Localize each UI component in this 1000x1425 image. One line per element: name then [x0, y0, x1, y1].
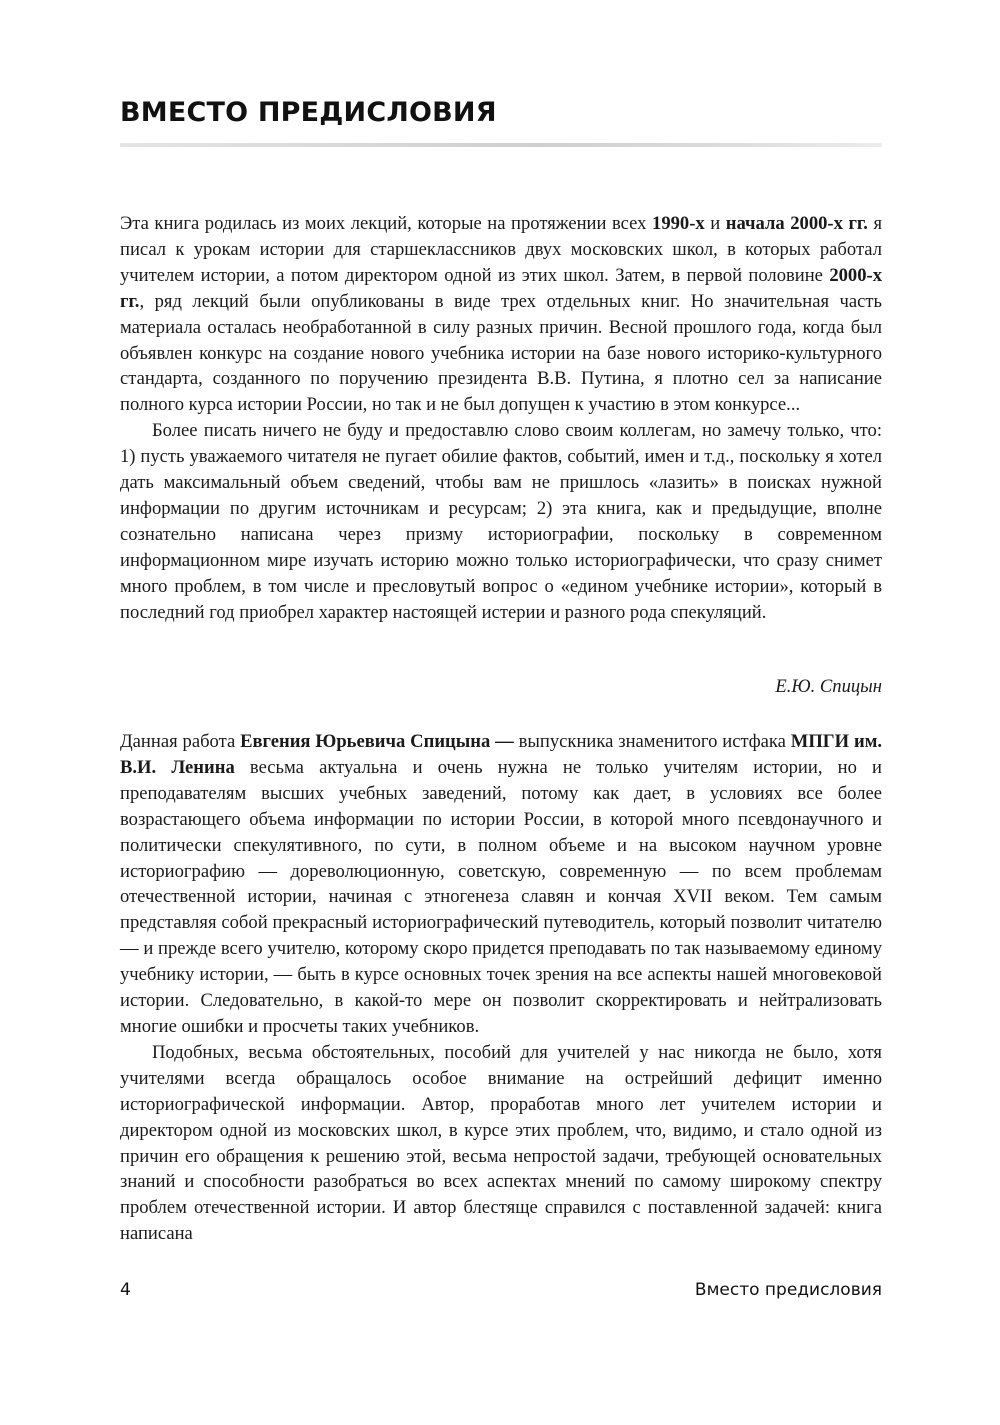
bold-text: МПГИ им. В.И. Ленина [120, 731, 883, 778]
author-preface [120, 211, 882, 626]
review-paragraph-1 [120, 729, 882, 1040]
bold-text: начала 2000-х гг. [725, 213, 868, 234]
review-paragraph-2: Подобных, весьма обстоятельных, пособий для учителей у нас никогда не было, хотя учителями всегда обращалось особое внимание на острейший дефицит именно историографической информации. Автор, проработав много лет учителем истории и директором одной из московских школ, в курсе этих проблем, что, видимо, и стало одной из причин его обращения к решению этой, весьма непростой задачи, требующей основательных знаний и способности разобраться во всех аспектах мнений по самому широкому спектру проблем отечественной истории. И автор блестяще справился с поставленной задачей: книга написана [120, 1041, 882, 1245]
preface-paragraph-2: Более писать ничего не буду и предоставлю слово своим коллегам, но замечу только, что: 1) пусть уважаемого читателя не пугает обилие фактов, событий, имен и т.д., поскольку я хотел дать максимальный объем сведений, чтобы вам не пришлось «лазить» в поисках нужной информации по другим источникам и ресурсам; 2) эта книга, как и предыдущие, вполне сознательно написана через призму историографии, поскольку в современном информационном мире изучать историю можно только историографически, что сразу снимет много проблем, в том числе и пресловутый вопрос о «едином учебнике истории», который в последний год приобрел характер настоящей истерии и разного рода спекуляций. [120, 420, 882, 623]
text-run: выпускника знаменитого истфака [518, 731, 791, 752]
text-run: и [704, 213, 726, 234]
text-run: весьма актуальна и очень нужна не только учителям истории, но и преподавателям высших учебных заведений, потому как дает, в условиях все более возрастающего объема информации по истории России, в которой много псевдонаучного и политически спекулятивного, по сути, в полном объеме и на высоком научном уровне историографию — дореволюционную, советскую, современную — по всем проблемам отечественной истории, начиная с этногенеза славян и кончая XVII веком. Тем самым представляя собой прекрасный историографический путеводитель, который позволит читателю — и прежде всего учителю, которому скоро придется преподавать по так называемому единому учебнику истории, — быть в курсе основных точек зрения на все аспекты нашей многовековой истории. Следовательно, в какой-то мере он позволит скорректировать и нейтрализовать многие ошибки и просчеты таких учебников. [120, 756, 882, 1037]
chapter-heading: ВМЕСТО ПРЕДИСЛОВИЯ [120, 97, 497, 128]
text-run: Эта книга родилась из моих лекций, которые на протяжении всех [120, 213, 653, 234]
author-signature: Е.Ю. Спицын [775, 676, 882, 697]
text-run: я писал к урокам истории для старшеклассников двух московских школ, в которых работал учителем истории, а потом директором одной из этих школ. Затем, в первой половине [120, 213, 883, 286]
text-run: , ряд лекций были опубликованы в виде трех отдельных книг. Но значительная часть материала осталась необработанной в силу разных причин. Весной прошлого года, когда был объявлен конкурс на создание нового учебника истории на базе нового историко-культурного стандарта, созданного по поручению президента В.В. Путина, я плотно сел за написание полного курса истории России, но так и не был допущен к участию в этом конкурсе... [120, 290, 882, 416]
bold-text: 2000-х гг. [120, 264, 882, 312]
text-run: Данная работа [120, 731, 241, 752]
page-number: 4 [120, 1280, 131, 1300]
preface-paragraph-1 [120, 211, 882, 418]
bold-text: 1990-х [652, 213, 705, 234]
colleague-review [120, 729, 882, 1247]
running-title: Вместо предисловия [694, 1280, 882, 1300]
bold-text: Евгения Юрьевича Спицына — [240, 731, 519, 752]
heading-underline [120, 143, 882, 147]
